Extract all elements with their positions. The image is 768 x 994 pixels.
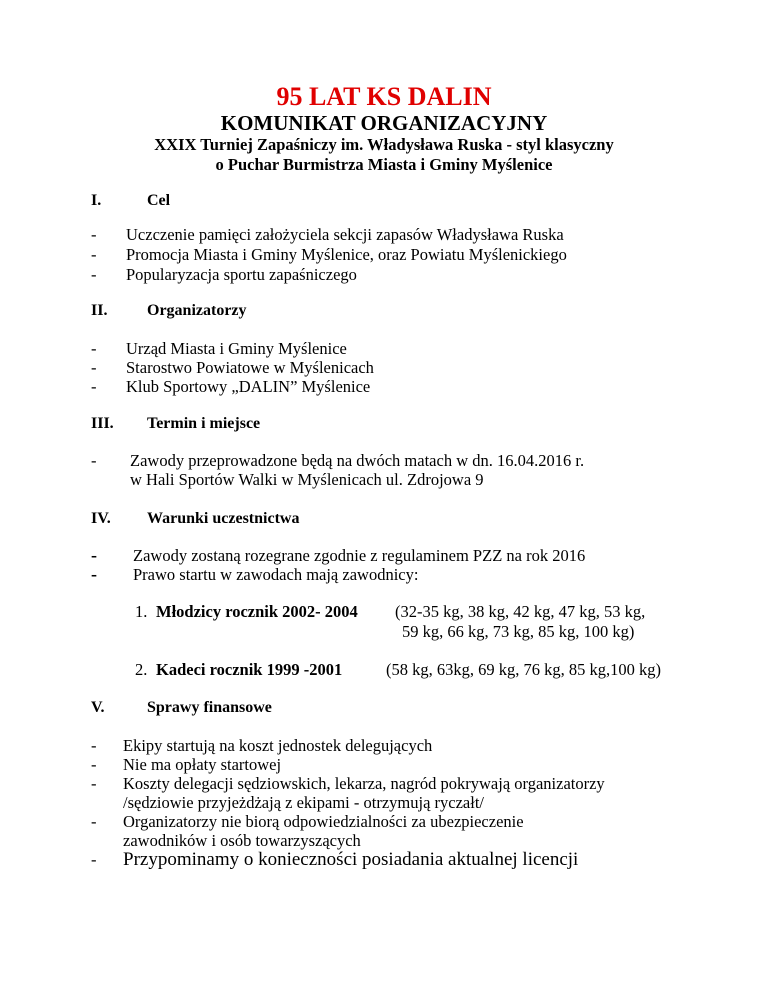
list-item: Klub Sportowy „DALIN” Myślenice: [126, 377, 371, 396]
list-item: Promocja Miasta i Gminy Myślenice, oraz Powiatu Myślenickiego: [126, 245, 567, 264]
section-3-title: Termin i miejsce: [147, 415, 261, 432]
section-5-number: V.: [91, 699, 105, 716]
tournament-trophy: o Puchar Burmistrza Miasta i Gminy Myślenice: [215, 155, 553, 174]
list-dash: -: [91, 812, 97, 831]
section-2-number: II.: [91, 302, 108, 319]
list-item: Popularyzacja sportu zapaśniczego: [126, 265, 357, 284]
page-title: 95 LAT KS DALIN: [276, 82, 492, 111]
section-4-number: IV.: [91, 510, 111, 527]
list-item: Urząd Miasta i Gminy Myślenice: [126, 339, 347, 358]
category-2-weights: (58 kg, 63kg, 69 kg, 76 kg, 85 kg,100 kg): [386, 660, 661, 679]
list-dash: -: [91, 774, 97, 793]
list-dash: -: [91, 451, 97, 470]
list-item: Prawo startu w zawodach mają zawodnicy:: [133, 565, 419, 584]
category-1-weights-continuation: 59 kg, 66 kg, 73 kg, 85 kg, 100 kg): [402, 622, 635, 641]
list-item: Zawody przeprowadzone będą na dwóch matach w dn. 16.04.2016 r.: [130, 451, 585, 470]
list-item-license: Przypominamy o konieczności posiadania aktualnej licencji: [123, 849, 579, 870]
tournament-name: XXIX Turniej Zapaśniczy im. Władysława Ruska - styl klasyczny: [154, 135, 614, 154]
page-subtitle: KOMUNIKAT ORGANIZACYJNY: [220, 111, 548, 135]
list-dash: -: [91, 545, 97, 565]
list-item: Uczczenie pamięci założyciela sekcji zapasów Władysława Ruska: [126, 225, 564, 244]
list-dash: -: [91, 755, 97, 774]
list-dash: -: [91, 377, 97, 396]
section-5-title: Sprawy finansowe: [147, 699, 272, 716]
section-2-title: Organizatorzy: [147, 302, 247, 319]
section-1-title: Cel: [147, 192, 171, 209]
list-dash: -: [91, 564, 97, 584]
category-1-number: 1.: [135, 602, 148, 621]
list-dash: -: [91, 225, 97, 244]
list-dash: -: [91, 850, 97, 869]
list-item-continuation: /sędziowie przyjeżdżają z ekipami - otrzymują ryczałt/: [123, 793, 484, 812]
list-item: Ekipy startują na koszt jednostek delegujących: [123, 736, 433, 755]
list-dash: -: [91, 358, 97, 377]
list-item: Zawody zostaną rozegrane zgodnie z regulaminem PZZ na rok 2016: [133, 546, 586, 565]
list-item-continuation: zawodników i osób towarzyszących: [123, 831, 361, 850]
list-item: Starostwo Powiatowe w Myślenicach: [126, 358, 374, 377]
list-dash: -: [91, 265, 97, 284]
list-item: Organizatorzy nie biorą odpowiedzialności za ubezpieczenie: [123, 812, 524, 831]
list-dash: -: [91, 245, 97, 264]
category-2-label: Kadeci rocznik 1999 -2001: [156, 660, 343, 679]
category-1-label: Młodzicy rocznik 2002- 2004: [156, 602, 358, 621]
category-2-number: 2.: [135, 660, 148, 679]
list-item: Koszty delegacji sędziowskich, lekarza, nagród pokrywają organizatorzy: [123, 774, 605, 793]
section-4-title: Warunki uczestnictwa: [147, 510, 300, 527]
list-item: Nie ma opłaty startowej: [123, 755, 282, 774]
category-1-weights: (32-35 kg, 38 kg, 42 kg, 47 kg, 53 kg,: [395, 602, 646, 621]
list-dash: -: [91, 736, 97, 755]
section-1-number: I.: [91, 192, 102, 209]
section-3-number: III.: [91, 415, 114, 432]
list-dash: -: [91, 339, 97, 358]
list-item-continuation: w Hali Sportów Walki w Myślenicach ul. Zdrojowa 9: [130, 470, 484, 489]
